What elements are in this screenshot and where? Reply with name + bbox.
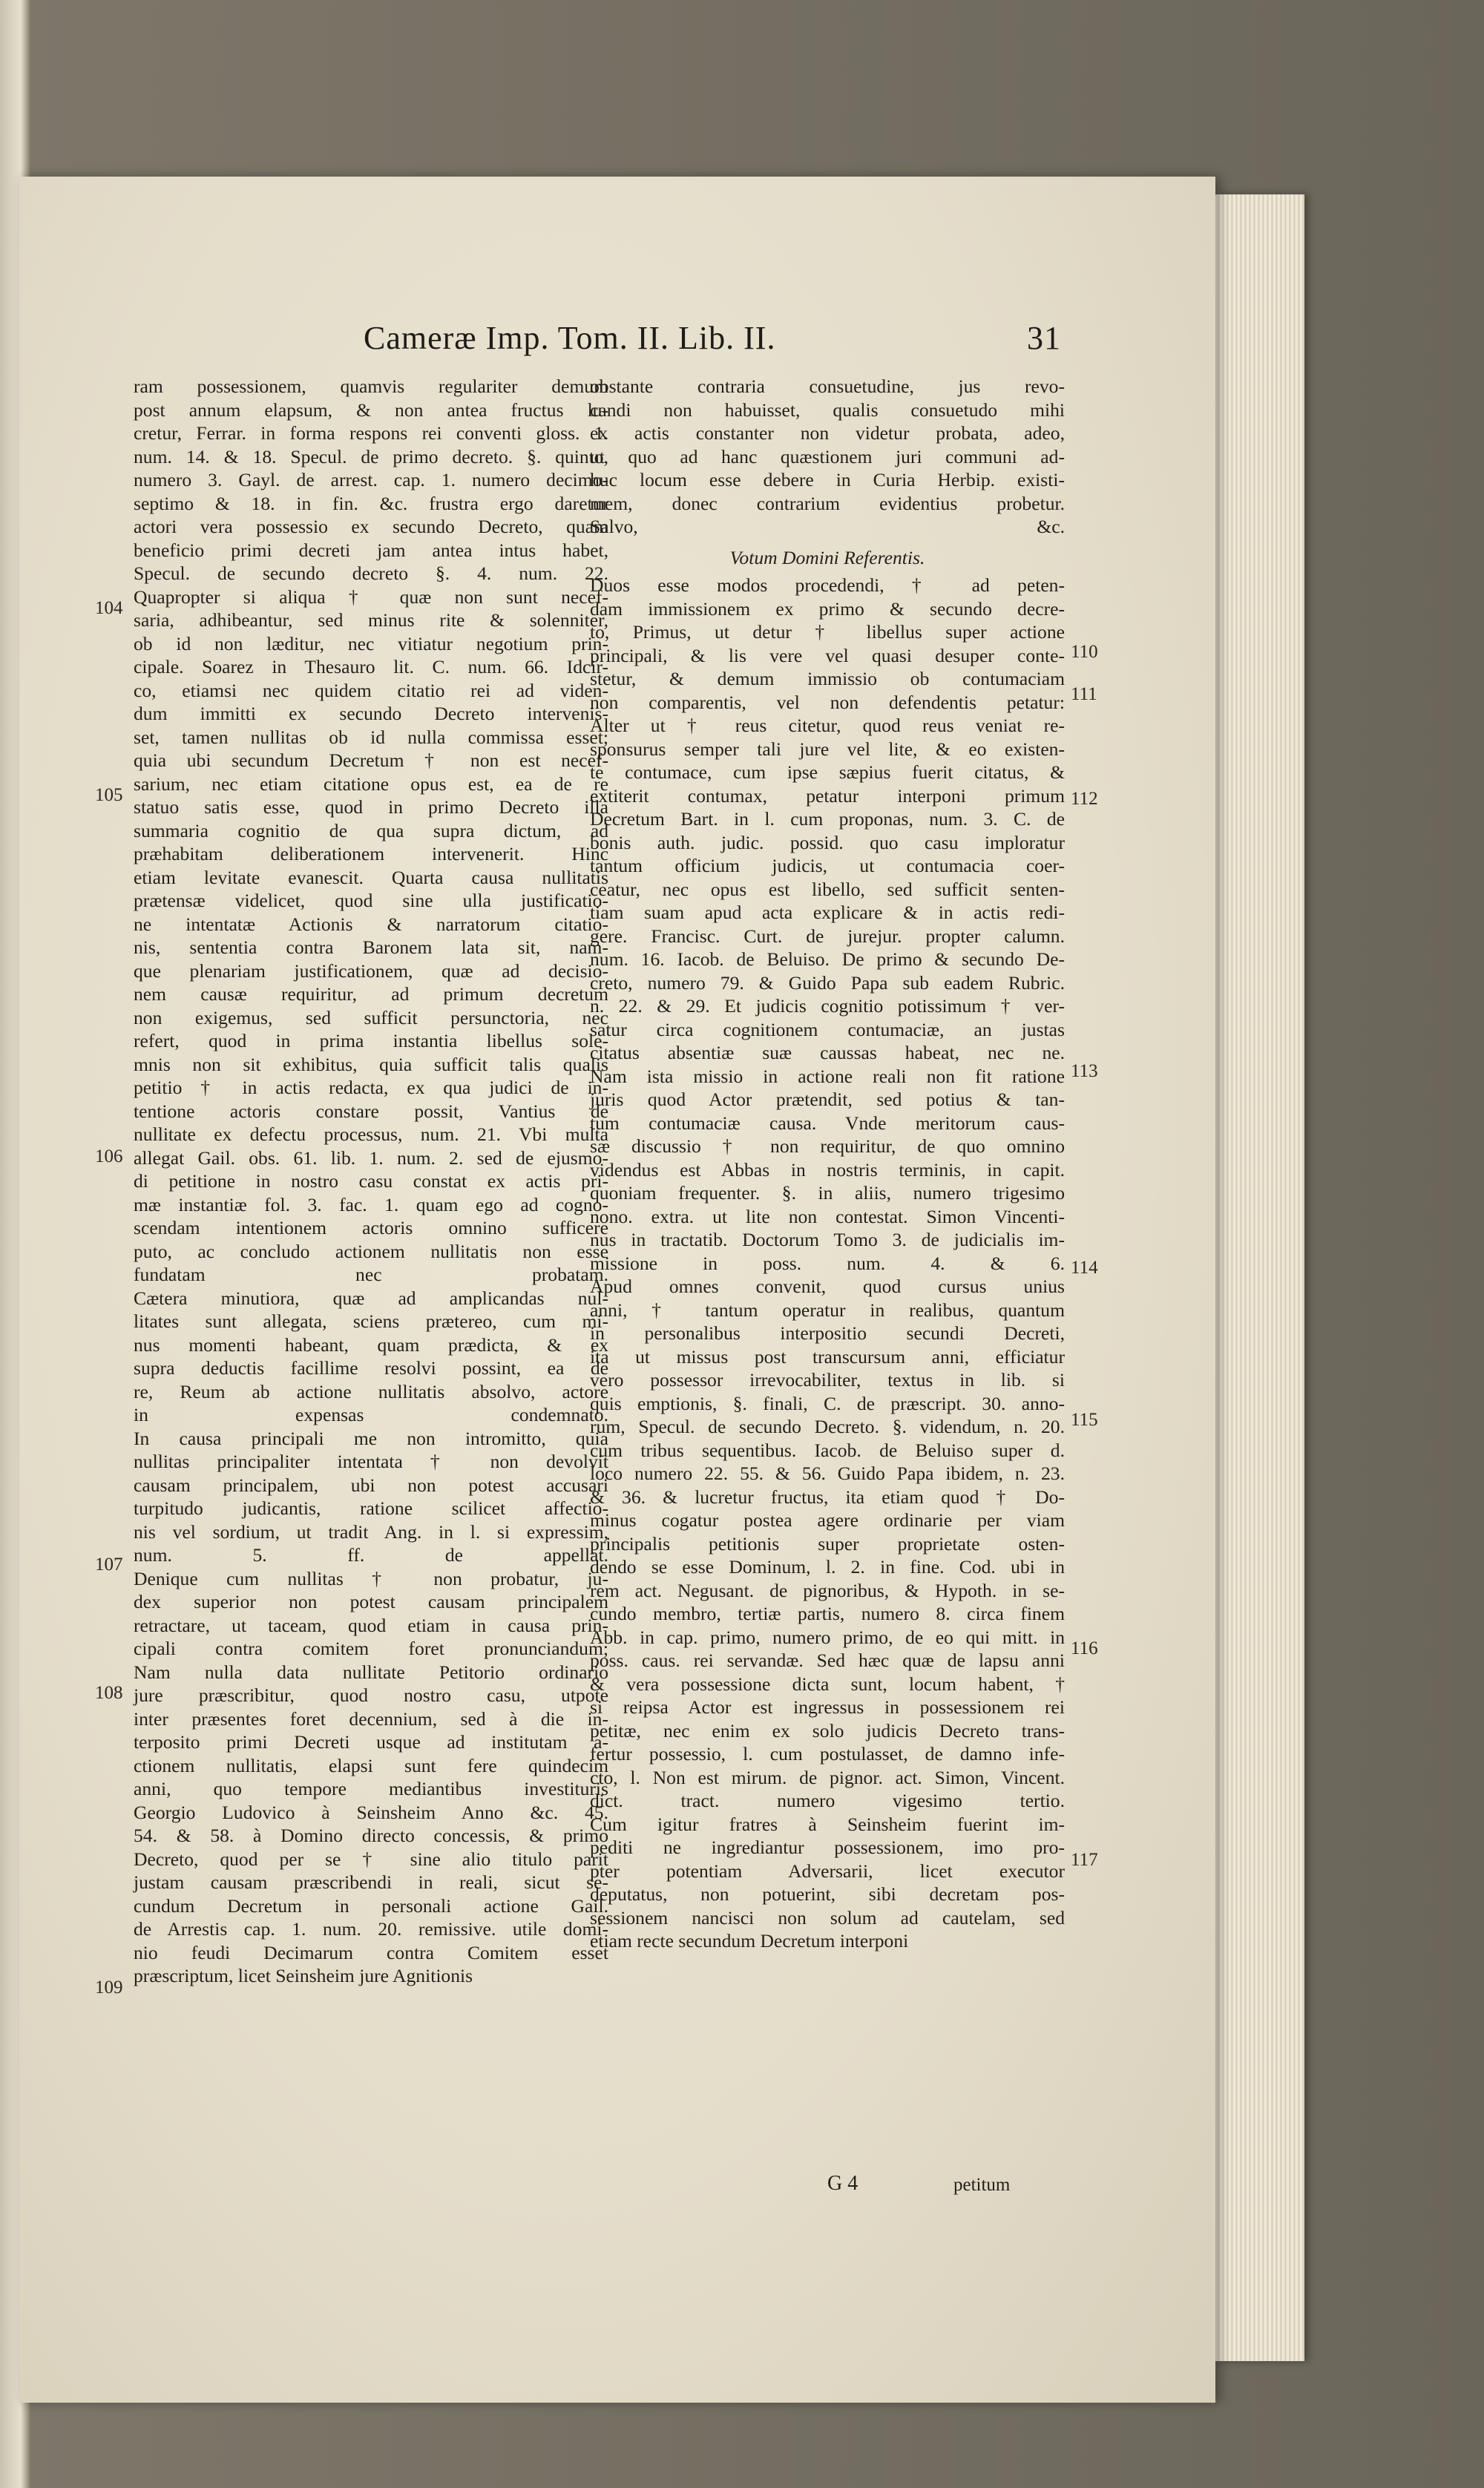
text-line: minus cogatur postea agere ordinarie per viam: [590, 1509, 1065, 1531]
text-line: di petitione in nostro casu constat ex actis pri-: [134, 1170, 608, 1192]
text-line: Decreto, quod per se † sine alio titulo parit: [134, 1848, 608, 1870]
text-line: videndus est Abbas in nostris terminis, in capit.: [590, 1158, 1065, 1181]
text-line: dendo se esse Dominum, l. 2. in fine. Cod. ubi in: [590, 1556, 1065, 1578]
text-line: dum immitti ex secundo Decreto intervenis-: [134, 703, 608, 724]
book-fore-edge: [1215, 194, 1304, 2361]
margin-number: 111: [1071, 684, 1097, 704]
text-line: vero possessor irrevocabiliter, textus in lib. si: [590, 1369, 1065, 1391]
text-line: juris quod Actor prætendit, sed potius & tan-: [590, 1089, 1065, 1110]
text-line: Apud omnes convenit, quod cursus unius: [590, 1276, 1065, 1297]
text-line: Votum Domini Referentis.: [729, 546, 925, 568]
text-line: loco numero 22. 55. & 56. Guido Papa ibidem, n. 23.: [590, 1463, 1065, 1484]
text-line: pter potentiam Adversarii, licet executor: [590, 1860, 1065, 1882]
text-line: anni, † tantum operatur in realibus, quantum: [590, 1299, 1065, 1321]
text-line: cipale. Soarez in Thesauro lit. C. num. 66. Idcir-: [134, 656, 608, 677]
text-line: quia ubi secundum Decretum † non est necef-: [134, 749, 608, 771]
text-line: n. 22. & 29. Et judicis cognitio potissimum † ver-: [590, 995, 1065, 1017]
text-line: dex superior non potest causam principalem: [134, 1591, 608, 1612]
text-line: causam principalem, ubi non potest accusari: [134, 1474, 608, 1496]
text-line: nio feudi Decimarum contra Comitem esset: [134, 1941, 608, 1963]
text-line: quis emptionis, §. finali, C. de præscript. 30. anno-: [590, 1392, 1065, 1414]
text-line: nis, sententia contra Baronem lata sit, nam-: [134, 936, 608, 958]
text-line: ob id non læditur, nec vitiatur negotium prin-: [134, 632, 608, 654]
text-line: gere. Francisc. Curt. de jurejur. propter calumn.: [590, 925, 1065, 947]
text-line: satur circa cognitionem contumaciæ, an justas: [590, 1018, 1065, 1040]
text-line: etiam levitate evanescit. Quarta causa nullitatis: [134, 866, 608, 888]
text-line: num. 14. & 18. Specul. de primo decreto. §. quinto,: [134, 445, 608, 467]
text-line: dict. tract. numero vigesimo tertio.: [590, 1790, 1065, 1811]
text-line: Quapropter si aliqua † quæ non sunt necef-: [134, 585, 608, 608]
text-line: nullitas principaliter intentata † non devolvit: [134, 1451, 608, 1472]
text-line: refert, quod in prima instantia libellus sole-: [134, 1030, 608, 1051]
margin-number: 108: [95, 1683, 123, 1703]
text-line: turpitudo judicantis, ratione scilicet affectio-: [134, 1497, 608, 1519]
text-line: nis vel sordium, ut tradit Ang. in l. si expressim,: [134, 1520, 608, 1543]
text-line: In causa principali me non intromitto, quia: [134, 1427, 608, 1449]
text-line: huc locum esse debere in Curia Herbip. existi-: [590, 469, 1065, 490]
text-line: ut quo ad hanc quæstionem juri communi ad-: [590, 445, 1065, 467]
text-line: terposito primi Decreti usque ad institutam a-: [134, 1731, 608, 1753]
text-line: pediti ne ingrediantur possessionem, imo pro-: [590, 1837, 1065, 1858]
text-line: Cum igitur fratres à Seinsheim fuerint im-: [590, 1813, 1065, 1835]
text-line: que plenariam justificationem, quæ ad decisio-: [134, 959, 608, 982]
text-line: præscriptum, licet Seinsheim jure Agnitionis: [134, 1965, 473, 1986]
text-line: non exigemus, sed sufficit persunctoria, nec: [134, 1006, 608, 1028]
text-line: ceatur, nec opus est libello, sed sufficit senten-: [590, 878, 1065, 900]
text-line: sponsurus semper tali jure vel lite, & eo existen-: [590, 738, 1065, 760]
margin-number: 110: [1071, 642, 1098, 662]
text-line: Nam ista missio in actione reali non fit ratione: [590, 1065, 1065, 1087]
text-line: Specul. de secundo decreto §. 4. num. 22.: [134, 562, 608, 584]
text-line: petitio † in actis redacta, ex qua judici de in-: [134, 1077, 608, 1098]
text-line: prætensæ videlicet, quod sine ulla justificatio-: [134, 890, 608, 911]
text-line: Salvo, &c.: [590, 516, 1065, 537]
text-line: si reipsa Actor est ingressus in possessionem rei: [590, 1696, 1065, 1718]
text-line: scendam intentionem actoris omnino sufficere: [134, 1217, 608, 1238]
text-line: supra deductis facillime resolvi possint, ea de: [134, 1357, 608, 1379]
text-line: in expensas condemnato.: [134, 1404, 608, 1425]
text-line: cipali contra comitem foret pronunciandum;: [134, 1638, 608, 1659]
text-line: ex actis constanter non videtur probata, adeo,: [590, 422, 1065, 444]
text-line: bonis auth. judic. possid. quo casu imploratur: [590, 831, 1065, 853]
text-line: cundum Decretum in personali actione Gail.: [134, 1894, 608, 1917]
text-line: ctionem nullitatis, elapsi sunt fere quindecim: [134, 1754, 608, 1776]
margin-number: 116: [1071, 1638, 1098, 1658]
text-line: sarium, nec etiam citatione opus est, ea de re: [134, 772, 608, 795]
text-line: re, Reum ab actione nullitatis absolvo, actore: [134, 1380, 608, 1402]
text-line: septimo & 18. in fin. &c. frustra ergo daretur: [134, 492, 608, 514]
text-line: cretur, Ferrar. in forma respons rei conventi gloss. 1.: [134, 422, 608, 444]
running-title: Cameræ Imp. Tom. II. Lib. II.: [364, 320, 776, 356]
text-line: quoniam frequenter. §. in aliis, numero trigesimo: [590, 1182, 1065, 1204]
text-line: Decretum Bart. in l. cum proponas, num. 3. C. de: [590, 808, 1065, 830]
text-line: anni, quo tempore mediantibus investituris: [134, 1778, 608, 1799]
text-line: & 36. & lucretur fructus, ita etiam quod † Do-: [590, 1486, 1065, 1508]
text-line: ram possessionem, quamvis regulariter demum: [134, 375, 608, 397]
text-line: actori vera possessio ex secundo Decreto, quam: [134, 516, 608, 537]
margin-number: 107: [95, 1555, 123, 1575]
text-line: set, tamen nullitas ob id nulla commissa esset;: [134, 726, 608, 748]
text-line: co, etiamsi nec quidem citatio rei ad viden-: [134, 679, 608, 701]
left-text-column: [134, 375, 608, 1988]
text-line: num. 5. ff. de appellat.: [134, 1544, 608, 1566]
text-line: nus momenti habeant, quam prædicta, & ex: [134, 1333, 608, 1356]
text-line: Denique cum nullitas † non probatur, ju-: [134, 1567, 608, 1589]
text-line: mæ instantiæ fol. 3. fac. 1. quam ego ad cogno-: [134, 1193, 608, 1215]
text-line: cundo membro, tertiæ partis, numero 8. circa finem: [590, 1603, 1065, 1624]
text-line: de Arrestis cap. 1. num. 20. remissive. utile domi-: [134, 1918, 608, 1940]
text-line: Duos esse modos procedendi, † ad peten-: [590, 574, 1065, 596]
text-line: saria, adhibeantur, sed minus rite & solenniter,: [134, 609, 608, 631]
margin-number: 104: [95, 598, 123, 618]
text-line: cto, l. Non est mirum. de pignor. act. Simon, Vincent.: [590, 1766, 1065, 1788]
text-line: Nam nulla data nullitate Petitorio ordinario: [134, 1661, 608, 1683]
margin-number: 117: [1071, 1850, 1098, 1870]
text-line: creto, numero 79. & Guido Papa sub eadem Rubric.: [590, 971, 1065, 994]
text-line: & vera possessione dicta sunt, locum habent, †: [590, 1673, 1065, 1695]
text-line: Cætera minutiora, quæ ad amplicandas nul-: [134, 1287, 608, 1309]
text-line: candi non habuisset, qualis consuetudo mihi: [590, 398, 1065, 421]
running-head: [364, 319, 1061, 357]
text-line: allegat Gail. obs. 61. lib. 1. num. 2. sed de ejusmo-: [134, 1146, 608, 1169]
text-line: summaria cognitio de qua supra dictum, ad: [134, 819, 608, 841]
text-line: num. 16. Iacob. de Beluiso. De primo & secundo De-: [590, 948, 1065, 970]
page-number: 31: [1027, 320, 1061, 356]
text-line: Abb. in cap. primo, numero primo, de eo qui mitt. in: [590, 1626, 1065, 1648]
margin-number: 109: [95, 1977, 123, 1998]
text-line: nus in tractatib. Doctorum Tomo 3. de judicialis im-: [590, 1229, 1065, 1250]
text-line: ita ut missus post transcursum anni, efficiatur: [590, 1345, 1065, 1368]
margin-number: 113: [1071, 1061, 1098, 1081]
text-line: beneficio primi decreti jam antea intus habet,: [134, 539, 608, 561]
text-line: mem, donec contrarium evidentius probetur.: [590, 492, 1065, 514]
text-line: missione in poss. num. 4. & 6.: [590, 1252, 1065, 1274]
text-line: principali, & lis vere vel quasi desuper conte-: [590, 644, 1065, 666]
text-line: cum tribus sequentibus. Iacob. de Beluiso super d.: [590, 1439, 1065, 1461]
text-line: te contumace, cum ipse sæpius fuerit citatus, &: [590, 761, 1065, 783]
text-line: jure præscribitur, quod nostro casu, utpote: [134, 1684, 608, 1706]
text-line: tiam suam apud acta explicare & in actis redi-: [590, 902, 1065, 923]
text-line: inter præsentes foret decennium, sed à die in-: [134, 1707, 608, 1730]
text-line: stetur, & demum immissio ob contumaciam: [590, 668, 1065, 689]
text-line: litates sunt allegata, sciens prætereo, cum mi-: [134, 1310, 608, 1332]
text-line: statuo satis esse, quod in primo Decreto illa: [134, 796, 608, 818]
text-line: puto, ac concludo actionem nullitatis non esse: [134, 1240, 608, 1262]
text-line: tentione actoris constare possit, Vantius de: [134, 1100, 608, 1122]
text-line: tantum officium judicis, ut contumacia coer-: [590, 855, 1065, 876]
text-line: obstante contraria consuetudine, jus revo-: [590, 375, 1065, 397]
text-line: Georgio Ludovico à Seinsheim Anno &c. 45.: [134, 1801, 608, 1823]
margin-number: 114: [1071, 1258, 1098, 1278]
text-line: non comparentis, vel non defendentis petatur:: [590, 691, 1065, 713]
right-text-column: [590, 375, 1065, 1953]
text-line: mnis non sit exhibitus, quia sufficit talis qualis: [134, 1053, 608, 1075]
text-line: 54. & 58. à Domino directo concessis, & primo: [134, 1825, 608, 1846]
text-line: nem causæ requiritur, ad primum decretum: [134, 983, 608, 1005]
text-line: deputatus, non potuerint, sibi decretam pos-: [590, 1883, 1065, 1905]
text-line: citatus absentiæ suæ caussas habeat, nec ne.: [590, 1042, 1065, 1063]
text-line: in personalibus interpositio secundi Decreti,: [590, 1322, 1065, 1344]
text-line: justam causam præscribendi in reali, sicut se-: [134, 1871, 608, 1893]
text-line: præhabitam deliberationem intervenerit. Hinc: [134, 843, 608, 864]
text-line: dam immissionem ex primo & secundo decre-: [590, 597, 1065, 620]
margin-number: 115: [1071, 1410, 1098, 1430]
text-line: principalis petitionis super proprietate osten-: [590, 1532, 1065, 1555]
text-line: to, Primus, ut detur † libellus super actione: [590, 621, 1065, 643]
text-line: petitæ, nec enim ex solo judicis Decreto trans-: [590, 1719, 1065, 1742]
margin-number: 112: [1071, 789, 1098, 809]
text-line: sæ discussio † non requiritur, de quo omnino: [590, 1135, 1065, 1157]
signature-mark: G 4: [827, 2172, 858, 2195]
text-line: poss. caus. rei servandæ. Sed hæc quæ de lapsu anni: [590, 1650, 1065, 1671]
text-line: tum contumaciæ causa. Vnde meritorum caus-: [590, 1112, 1065, 1134]
text-line: rem act. Negusant. de pignoribus, & Hypoth. in se-: [590, 1579, 1065, 1601]
text-line: ne intentatæ Actionis & narratorum citatio-: [134, 913, 608, 935]
text-line: numero 3. Gayl. de arrest. cap. 1. numero decimo-: [134, 469, 608, 490]
text-line: rum, Specul. de secundo Decreto. §. videndum, n. 20.: [590, 1416, 1065, 1437]
text-line: post annum elapsum, & non antea fructus lu-: [134, 398, 608, 421]
text-line: Alter ut † reus citetur, quod reus veniat re-: [590, 715, 1065, 736]
text-line: fundatam nec probatam.: [134, 1264, 608, 1285]
text-line: sessionem nancisci non solum ad cautelam, sed: [590, 1906, 1065, 1929]
text-line: fertur possessio, l. cum postulasset, de damno infe-: [590, 1743, 1065, 1765]
margin-number: 105: [95, 785, 123, 805]
text-line: extiterit contumax, petatur interponi primum: [590, 784, 1065, 807]
text-line: nullitate ex defectu processus, num. 21. Vbi multa: [134, 1123, 608, 1145]
text-line: retractare, ut taceam, quod etiam in causa prin-: [134, 1614, 608, 1636]
margin-number: 106: [95, 1146, 123, 1166]
catchword: petitum: [953, 2175, 1011, 2195]
text-line: nono. extra. ut lite non contestat. Simon Vincenti-: [590, 1205, 1065, 1227]
text-line: etiam recte secundum Decretum interponi: [590, 1930, 909, 1952]
